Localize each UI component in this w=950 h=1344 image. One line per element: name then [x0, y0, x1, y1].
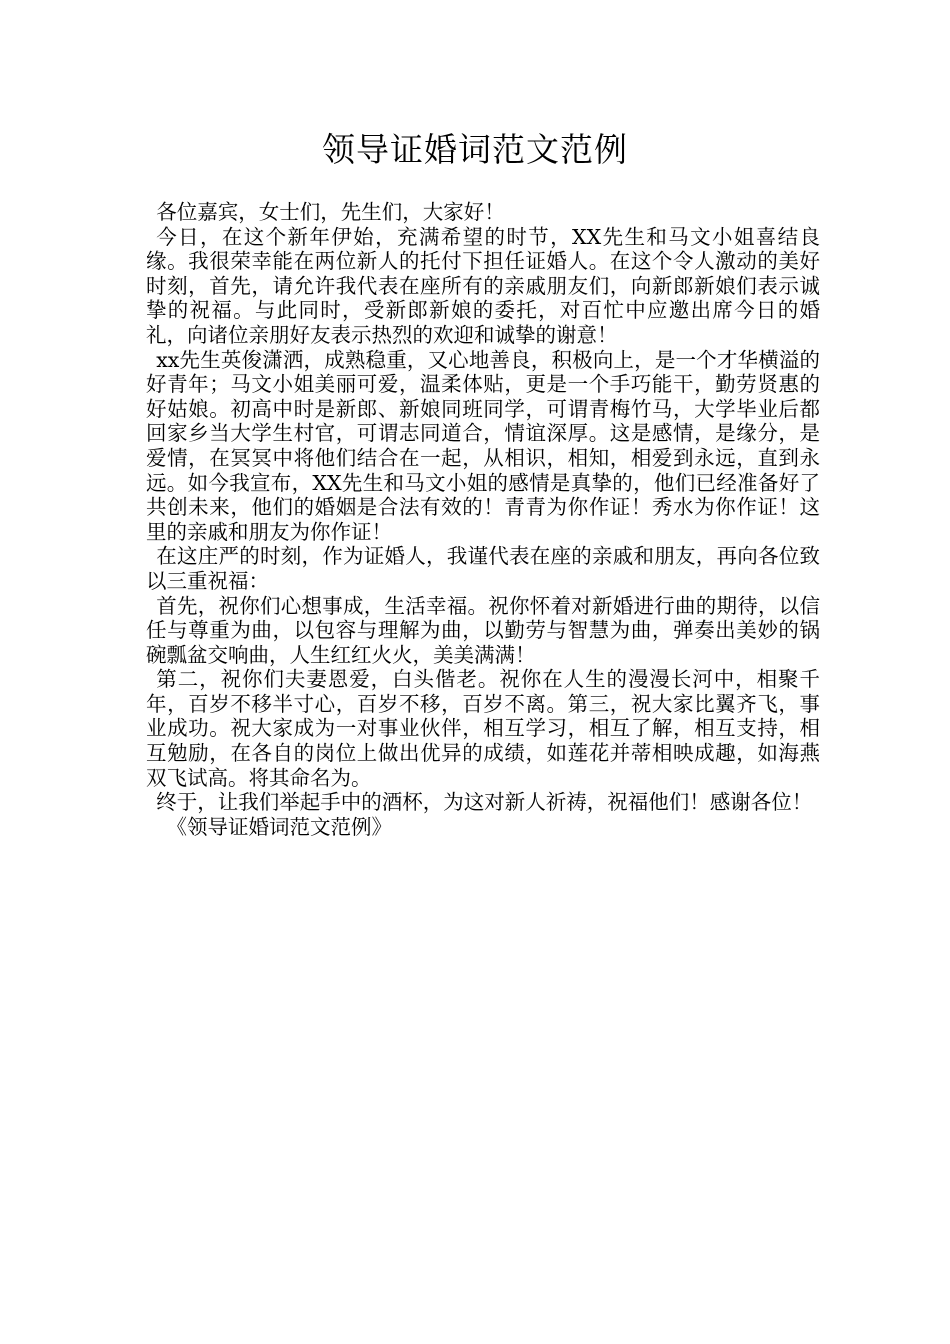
document-title: 领导证婚词范文范例	[322, 130, 628, 169]
paragraph-second-third-blessing: 第二，祝你们夫妻恩爱，白头偕老。祝你在人生的漫漫长河中，相聚千年，百岁不移半寸心，百岁不移，百岁不离。第三，祝大家比翼齐飞，事业成功。祝大家成为一对事业伙伴，相互学习，相互了解，相互支持，相互勉励，在各自的岗位上做出优异的成绩，如莲花并蒂相映成趣，如海燕双飞试高。将其命名为。	[146, 667, 820, 790]
paragraph-toast: 终于，让我们举起手中的酒杯，为这对新人祈祷，祝福他们！感谢各位！	[156, 790, 813, 815]
paragraph-opening: 今日，在这个新年伊始，充满希望的时节，XX先生和马文小姐喜结良缘。我很荣幸能在两位新人的托付下担任证婚人。在这个令人激动的美好时刻，首先，请允许我代表在座所有的亲戚朋友们，向新郎新娘们表示诚挚的祝福。与此同时，受新郎新娘的委托，对百忙中应邀出席今日的婚礼，向诸位亲朋好友表示热烈的欢迎和诚挚的谢意！	[146, 224, 820, 347]
paragraph-blessing-intro: 在这庄严的时刻，作为证婚人，我谨代表在座的亲戚和朋友，再向各位致以三重祝福：	[146, 544, 820, 593]
paragraph-greeting: 各位嘉宾，女士们，先生们，大家好！	[156, 200, 505, 224]
paragraph-couple-intro: xx先生英俊潇洒，成熟稳重，又心地善良，积极向上，是一个才华横溢的好青年；马文小姐美丽可爱，温柔体贴，更是一个手巧能干，勤劳贤惠的好姑娘。初高中时是新郎、新娘同班同学，可谓青梅竹马，大学毕业后都回家乡当大学生村官，可谓志同道合，情谊深厚。这是感情，是缘分，是爱情，在冥冥中将他们结合在一起，从相识，相知，相爱到永远，直到永远。如今我宣布，XX先生和马文小姐的感情是真挚的，他们已经准备好了共创未来，他们的婚姻是合法有效的！青青为你作证！秀水为你作证！这里的亲戚和朋友为你作证！	[146, 347, 820, 544]
paragraph-title-footer: 《领导证婚词范文范例》	[166, 814, 392, 839]
paragraph-first-blessing: 首先，祝你们心想事成，生活幸福。祝你怀着对新婚进行曲的期待，以信任与尊重为曲，以包容与理解为曲，以勤劳与智慧为曲，弹奏出美妙的锅碗瓢盆交响曲，人生红红火火，美美满满！	[146, 593, 820, 667]
document-body	[146, 200, 820, 839]
